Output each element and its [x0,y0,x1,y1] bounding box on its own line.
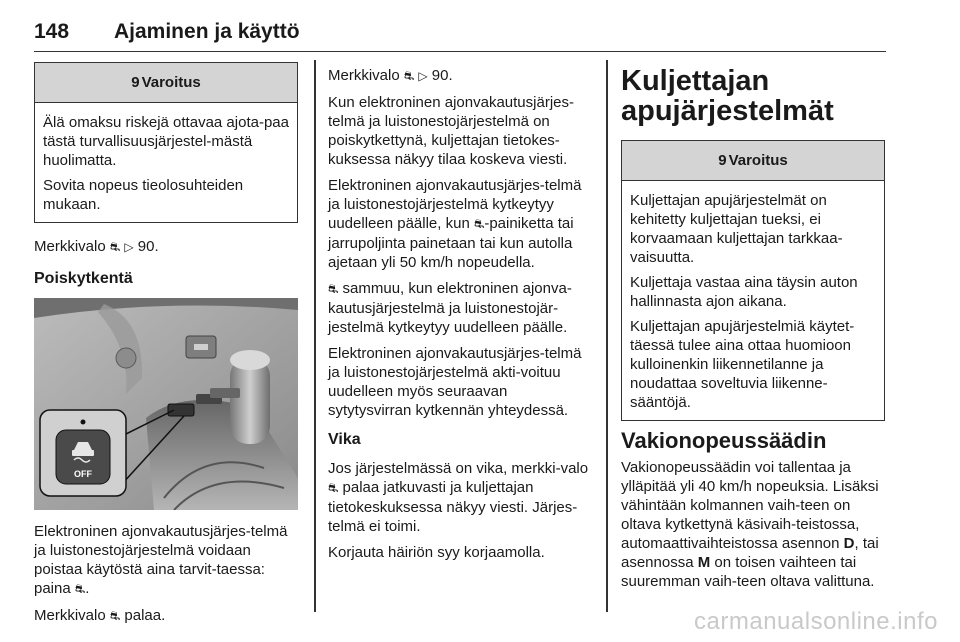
esc-off-indicator-icon: ⛐ [328,282,339,296]
page-reference-arrow-icon: ▷ [418,69,428,83]
esc-off-button-icon: ⛐ [473,217,485,231]
esc-off-button-label: OFF [74,469,92,479]
esc-off-button-icon: ⛐ [74,582,86,596]
column-divider [314,60,316,612]
page-header [34,14,886,52]
warning-text: Sovita nopeus tieolosuhteiden mukaan. [43,177,244,213]
paragraph: Merkkivalo ⛐ palaa. [34,607,166,624]
paragraph: Elektroninen ajonvakautusjärjes-telmä ja luistonestojärjestelmä voidaan poistaa käytöstä aina tarvit-taessa: paina ⛐. [34,523,288,597]
warning-text: Kuljettaja vastaa aina täysin auton hallinnasta ajon aikana. [630,274,858,310]
paragraph: Jos järjestelmässä on vika, merkki-valo ⛐ palaa jatkuvasti ja kuljettajan tietokeskuksessa näkyy viesti. Järjes-telmä ei toimi. [328,460,589,535]
gear-position-d: D [843,535,855,552]
gear-console-photo [34,298,298,510]
warning-title: Varoitus [141,74,201,91]
column-left [34,62,298,633]
warning-header [35,63,297,103]
column-middle [328,66,592,569]
column-divider [606,60,608,612]
watermark: carmanualsonline.info [694,608,938,635]
section-heading: Vakionopeussäädin [621,428,827,453]
warning-text: Kuljettajan apujärjestelmiä käytet-täessä tulee aina ottaa huomioon kulloinenkin liikennetilanne ja noudattaa soveltuvia liikenne-sääntöjä. [630,318,855,411]
warning-header [622,141,884,181]
section-heading: Vika [328,431,361,448]
indicator-reference: Merkkivalo ⛐ ▷ 90. [328,67,453,84]
chapter-title: Ajaminen ja käyttö [114,20,300,43]
warning-text: Kuljettajan apujärjestelmät on kehitetty kuljettajan tueksi, ei korvaamaan kuljettajan tarkkaa-vaisuutta. [630,192,843,266]
section-heading: Poiskytkentä [34,270,133,287]
paragraph: ⛐ sammuu, kun elektroninen ajonva-kautusjärjestelmä ja luistonestojär-jestelmä kytkeytyy uudelleen päälle. [328,280,572,336]
esc-off-indicator-icon: ⛐ [109,240,121,254]
warning-box [34,62,298,223]
column-right [621,66,885,598]
paragraph: Kun elektroninen ajonvakautusjärjes-telmä ja luistonestojärjestelmä on poiskytkettynä, kuljettajan tietokes-kuksessa näkyy tilaa koskeva viesti. [328,94,574,168]
warning-triangle-icon: 9 [131,74,140,91]
gear-position-m: M [697,554,711,571]
warning-text: Älä omaksu riskejä ottavaa ajota-paa tästä turvallisuusjärjestel-mästä huolimatta. [43,114,289,169]
esc-off-indicator-icon: ⛐ [328,481,339,495]
esc-off-indicator-icon: ⛐ [109,609,121,623]
warning-title: Varoitus [728,152,788,169]
page-reference-arrow-icon: ▷ [124,240,134,254]
paragraph: Elektroninen ajonvakautusjärjes-telmä ja luistonestojärjestelmä akti-voituu uudelleen myös seuraavan sytytysvirran kytkennän yhteydessä. [328,345,582,419]
page-title: Kuljettajan apujärjestelmät [621,65,834,127]
paragraph: Elektroninen ajonvakautusjärjes-telmä ja luistonestojärjestelmä kytkeytyy uudelleen päälle, kun ⛐-painiketta tai jarrupoljinta painetaan tai kun autolla ajetaan yli 50 km/h nopeudella. [328,177,582,271]
warning-triangle-icon: 9 [718,152,727,169]
page-number: 148 [34,20,70,43]
paragraph: Korjauta häiriön syy korjaamolla. [328,544,545,561]
paragraph: Vakionopeussäädin voi tallentaa ja ylläpitää yli 40 km/h nopeuksia. Lisäksi vähintään kolmannen vaih-teen on oltava kytkettynä käsivaih-teistossa, automaattivaihteistossa asennon D, tai asennossa M on toisen vaihteen tai suuremman vaih-teen oltava valittuna. [621,459,879,590]
indicator-reference: Merkkivalo ⛐ ▷ 90. [34,238,159,255]
esc-off-indicator-icon: ⛐ [403,69,415,83]
warning-box [621,140,885,421]
